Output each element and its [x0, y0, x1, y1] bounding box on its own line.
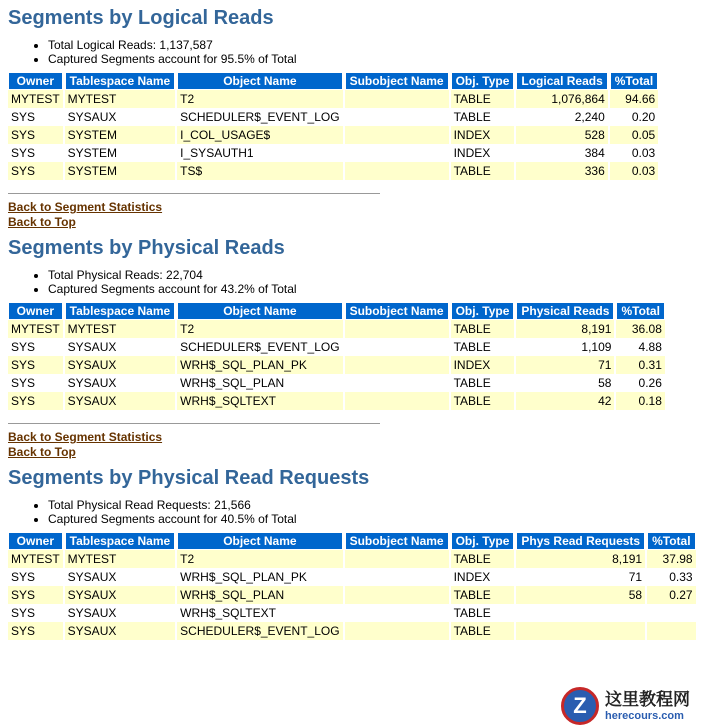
cell-metric-value [516, 622, 645, 640]
cell-owner: SYS [8, 392, 63, 410]
col-header-owner: Owner [8, 532, 63, 550]
table-row [8, 108, 658, 126]
table-row [8, 320, 665, 338]
summary-item: • Captured Segments account for 43.2% of Total [48, 282, 707, 296]
table-row [8, 568, 696, 586]
table-body [8, 90, 658, 180]
col-header-tablespace: Tablespace Name [65, 72, 176, 90]
cell-pct-total: 0.05 [610, 126, 658, 144]
watermark-site-name: 这里教程网 [605, 690, 690, 710]
cell-owner: MYTEST [8, 550, 63, 568]
cell-pct-total [647, 622, 695, 640]
table-row [8, 90, 658, 108]
cell-object-name: WRH$_SQL_PLAN_PK [177, 568, 342, 586]
cell-obj-type: INDEX [451, 126, 515, 144]
table-row [8, 604, 696, 622]
cell-object-name: SCHEDULER$_EVENT_LOG [177, 108, 342, 126]
col-header-object: Object Name [177, 532, 342, 550]
section-title: Segments by Physical Reads [8, 237, 285, 259]
cell-owner: SYS [8, 604, 63, 622]
segments-table [6, 532, 698, 640]
cell-obj-type: TABLE [451, 374, 515, 392]
cell-metric-value: 336 [516, 162, 607, 180]
cell-owner: SYS [8, 622, 63, 640]
divider [8, 423, 380, 424]
col-header-subobject: Subobject Name [345, 302, 449, 320]
cell-obj-type: TABLE [451, 586, 515, 604]
table-body [8, 550, 696, 640]
cell-object-name: TS$ [177, 162, 342, 180]
col-header-owner: Owner [8, 72, 63, 90]
table-row [8, 622, 696, 640]
col-header-tablespace: Tablespace Name [65, 302, 176, 320]
cell-tablespace: MYTEST [65, 320, 176, 338]
cell-subobject-name [345, 320, 449, 338]
cell-metric-value: 528 [516, 126, 607, 144]
segments-table [6, 72, 660, 180]
table-header-row [8, 532, 696, 550]
cell-metric-value: 42 [516, 392, 614, 410]
cell-object-name: T2 [177, 320, 342, 338]
col-header-object: Object Name [177, 72, 342, 90]
table-row [8, 392, 665, 410]
cell-metric-value: 384 [516, 144, 607, 162]
cell-object-name: SCHEDULER$_EVENT_LOG [177, 338, 342, 356]
cell-subobject-name [345, 586, 449, 604]
back-to-top-link[interactable]: Back to Top [8, 445, 76, 459]
col-header-metric: Logical Reads [516, 72, 607, 90]
section-title: Segments by Logical Reads [8, 7, 274, 29]
cell-pct-total: 0.33 [647, 568, 695, 586]
cell-subobject-name [345, 374, 449, 392]
cell-subobject-name [345, 162, 449, 180]
cell-object-name: SCHEDULER$_EVENT_LOG [177, 622, 342, 640]
col-header-pct: %Total [616, 302, 664, 320]
cell-subobject-name [345, 126, 449, 144]
cell-tablespace: SYSAUX [65, 604, 176, 622]
summary-list [8, 498, 707, 526]
table-row [8, 144, 658, 162]
summary-item: • Captured Segments account for 40.5% of Total [48, 512, 707, 526]
table-row [8, 374, 665, 392]
cell-object-name: T2 [177, 90, 342, 108]
cell-obj-type: INDEX [451, 356, 515, 374]
summary-item: • Total Logical Reads: 1,137,587 [48, 38, 707, 52]
cell-metric-value: 58 [516, 374, 614, 392]
cell-owner: SYS [8, 338, 63, 356]
cell-pct-total: 36.08 [616, 320, 664, 338]
back-to-segment-statistics-link[interactable]: Back to Segment Statistics [8, 200, 163, 214]
cell-obj-type: TABLE [451, 550, 515, 568]
table-row [8, 586, 696, 604]
cell-tablespace: MYTEST [65, 550, 176, 568]
cell-pct-total: 0.03 [610, 144, 658, 162]
divider [8, 193, 380, 194]
cell-tablespace: SYSAUX [65, 338, 176, 356]
cell-obj-type: TABLE [451, 604, 515, 622]
cell-metric-value: 71 [516, 356, 614, 374]
cell-object-name: WRH$_SQLTEXT [177, 392, 342, 410]
cell-obj-type: TABLE [451, 338, 515, 356]
cell-obj-type: TABLE [451, 320, 515, 338]
cell-tablespace: SYSAUX [65, 108, 176, 126]
table-row [8, 338, 665, 356]
cell-pct-total: 0.03 [610, 162, 658, 180]
cell-pct-total: 0.20 [610, 108, 658, 126]
col-header-pct: %Total [610, 72, 658, 90]
cell-object-name: WRH$_SQL_PLAN_PK [177, 356, 342, 374]
cell-pct-total: 0.31 [616, 356, 664, 374]
watermark-text [605, 690, 690, 722]
cell-owner: SYS [8, 162, 63, 180]
cell-metric-value: 1,076,864 [516, 90, 607, 108]
cell-metric-value: 8,191 [516, 550, 645, 568]
cell-pct-total: 0.27 [647, 586, 695, 604]
cell-subobject-name [345, 108, 449, 126]
physical-read-requests-section [8, 464, 707, 640]
cell-owner: MYTEST [8, 90, 63, 108]
cell-object-name: T2 [177, 550, 342, 568]
table-row [8, 126, 658, 144]
cell-subobject-name [345, 550, 449, 568]
table-header-row [8, 302, 665, 320]
cell-metric-value: 58 [516, 586, 645, 604]
cell-pct-total: 94.66 [610, 90, 658, 108]
cell-tablespace: SYSTEM [65, 162, 176, 180]
cell-subobject-name [345, 356, 449, 374]
cell-tablespace: MYTEST [65, 90, 176, 108]
cell-subobject-name [345, 144, 449, 162]
back-to-top-link[interactable]: Back to Top [8, 215, 76, 229]
cell-metric-value: 71 [516, 568, 645, 586]
cell-obj-type: TABLE [451, 622, 515, 640]
logical-reads-section [8, 4, 707, 230]
back-to-segment-statistics-link[interactable]: Back to Segment Statistics [8, 430, 163, 444]
cell-subobject-name [345, 338, 449, 356]
cell-owner: SYS [8, 568, 63, 586]
cell-obj-type: TABLE [451, 162, 515, 180]
table-row [8, 550, 696, 568]
cell-owner: SYS [8, 374, 63, 392]
cell-metric-value: 1,109 [516, 338, 614, 356]
cell-owner: SYS [8, 586, 63, 604]
summary-item: • Captured Segments account for 95.5% of Total [48, 52, 707, 66]
cell-owner: SYS [8, 108, 63, 126]
watermark-logo-icon: Z [561, 687, 599, 725]
cell-subobject-name [345, 604, 449, 622]
table-row [8, 162, 658, 180]
table-row [8, 356, 665, 374]
cell-owner: SYS [8, 356, 63, 374]
cell-object-name: WRH$_SQL_PLAN [177, 586, 342, 604]
cell-object-name: I_SYSAUTH1 [177, 144, 342, 162]
cell-obj-type: INDEX [451, 144, 515, 162]
cell-owner: SYS [8, 126, 63, 144]
cell-pct-total: 0.18 [616, 392, 664, 410]
cell-object-name: WRH$_SQL_PLAN [177, 374, 342, 392]
col-header-subobject: Subobject Name [345, 532, 449, 550]
summary-item: • Total Physical Read Requests: 21,566 [48, 498, 707, 512]
cell-metric-value [516, 604, 645, 622]
col-header-metric: Physical Reads [516, 302, 614, 320]
cell-tablespace: SYSAUX [65, 568, 176, 586]
cell-object-name: I_COL_USAGE$ [177, 126, 342, 144]
cell-subobject-name [345, 90, 449, 108]
table-body [8, 320, 665, 410]
cell-obj-type: TABLE [451, 90, 515, 108]
cell-tablespace: SYSTEM [65, 144, 176, 162]
col-header-pct: %Total [647, 532, 695, 550]
summary-item: • Total Physical Reads: 22,704 [48, 268, 707, 282]
cell-pct-total [647, 604, 695, 622]
cell-metric-value: 8,191 [516, 320, 614, 338]
col-header-metric: Phys Read Requests [516, 532, 645, 550]
cell-object-name: WRH$_SQLTEXT [177, 604, 342, 622]
cell-tablespace: SYSTEM [65, 126, 176, 144]
cell-owner: MYTEST [8, 320, 63, 338]
table-header-row [8, 72, 658, 90]
cell-pct-total: 0.26 [616, 374, 664, 392]
nav-links [8, 200, 707, 230]
cell-pct-total: 37.98 [647, 550, 695, 568]
col-header-type: Obj. Type [451, 302, 515, 320]
segments-table [6, 302, 667, 410]
col-header-type: Obj. Type [451, 72, 515, 90]
cell-tablespace: SYSAUX [65, 622, 176, 640]
cell-obj-type: TABLE [451, 108, 515, 126]
cell-tablespace: SYSAUX [65, 356, 176, 374]
watermark-site-url: herecours.com [605, 710, 684, 722]
nav-links [8, 430, 707, 460]
site-watermark [561, 686, 711, 726]
cell-tablespace: SYSAUX [65, 374, 176, 392]
physical-reads-section [8, 234, 707, 460]
section-title: Segments by Physical Read Requests [8, 467, 370, 489]
cell-subobject-name [345, 392, 449, 410]
col-header-owner: Owner [8, 302, 63, 320]
cell-metric-value: 2,240 [516, 108, 607, 126]
col-header-subobject: Subobject Name [345, 72, 449, 90]
summary-list [8, 268, 707, 296]
cell-obj-type: TABLE [451, 392, 515, 410]
cell-owner: SYS [8, 144, 63, 162]
cell-pct-total: 4.88 [616, 338, 664, 356]
col-header-type: Obj. Type [451, 532, 515, 550]
cell-tablespace: SYSAUX [65, 586, 176, 604]
cell-obj-type: INDEX [451, 568, 515, 586]
summary-list [8, 38, 707, 66]
cell-subobject-name [345, 622, 449, 640]
col-header-tablespace: Tablespace Name [65, 532, 176, 550]
cell-subobject-name [345, 568, 449, 586]
col-header-object: Object Name [177, 302, 342, 320]
cell-tablespace: SYSAUX [65, 392, 176, 410]
